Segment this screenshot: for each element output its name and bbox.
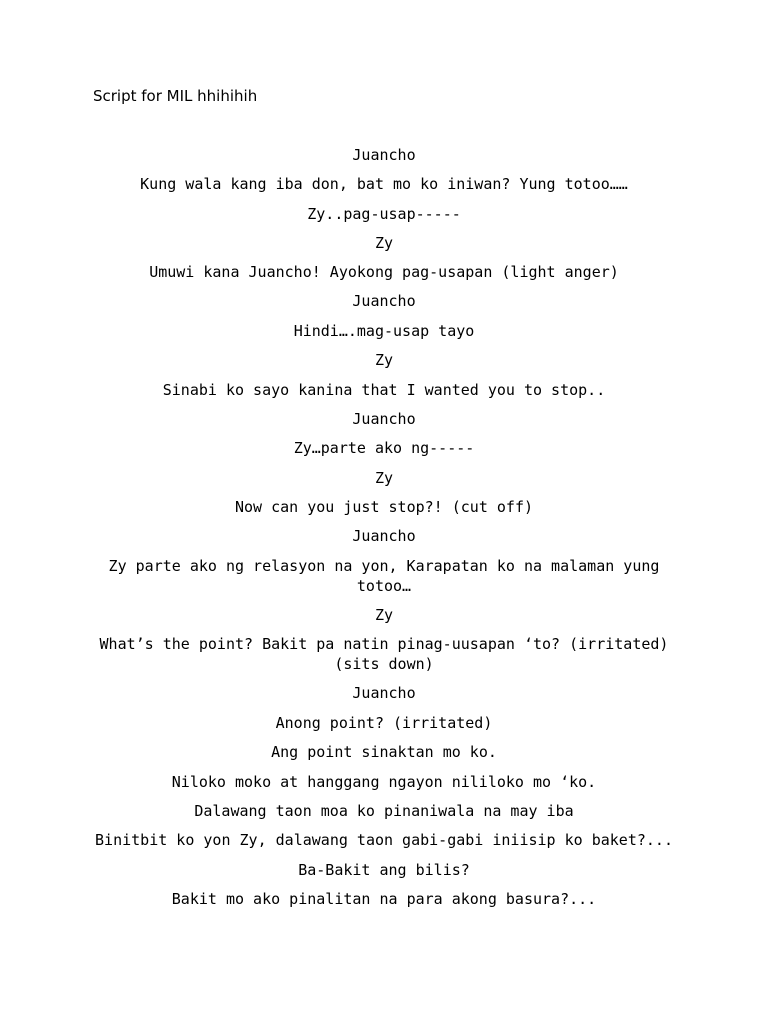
speaker-name: Juancho	[352, 527, 416, 545]
speaker-name: Juancho	[352, 684, 416, 702]
dialogue-line: What’s the point? Bakit pa natin pinag-uusapan ‘to? (irritated) (sits down)	[99, 635, 669, 673]
dialogue-line: Dalawang taon moa ko pinaniwala na may iba	[194, 802, 574, 820]
dialogue-line: Sinabi ko sayo kanina that I wanted you to stop..	[162, 381, 606, 399]
speaker-name: Zy	[374, 469, 394, 487]
dialogue-line: Hindi….mag-usap tayo	[293, 322, 475, 340]
dialogue-line: Anong point? (irritated)	[275, 714, 493, 732]
speaker-name: Zy	[374, 234, 394, 252]
speaker-name: Zy	[374, 606, 394, 624]
document-title: Script for MIL hhihihih	[93, 87, 258, 105]
dialogue-line: Bakit mo ako pinalitan na para akong basura?...	[171, 890, 597, 908]
dialogue-line: Umuwi kana Juancho! Ayokong pag-usapan (light anger)	[149, 263, 619, 281]
speaker-name: Juancho	[352, 410, 416, 428]
dialogue-line: Zy parte ako ng relasyon na yon, Karapatan ko na malaman yung totoo…	[108, 557, 660, 595]
dialogue-line: Kung wala kang iba don, bat mo ko iniwan? Yung totoo……	[140, 175, 628, 193]
dialogue-line: Ang point sinaktan mo ko.	[271, 743, 497, 761]
dialogue-line: Now can you just stop?! (cut off)	[234, 498, 533, 516]
dialogue-line: Zy..pag-usap-----	[307, 205, 461, 223]
dialogue-line: Binitbit ko yon Zy, dalawang taon gabi-gabi iniisip ko baket?...	[95, 831, 673, 849]
speaker-name: Juancho	[352, 292, 416, 310]
dialogue-line: Zy…parte ako ng-----	[293, 439, 475, 457]
speaker-name: Juancho	[352, 146, 416, 164]
speaker-name: Zy	[374, 351, 394, 369]
dialogue-line: Ba-Bakit ang bilis?	[298, 861, 470, 879]
dialogue-line: Niloko moko at hanggang ngayon nililoko mo ‘ko.	[171, 773, 597, 791]
